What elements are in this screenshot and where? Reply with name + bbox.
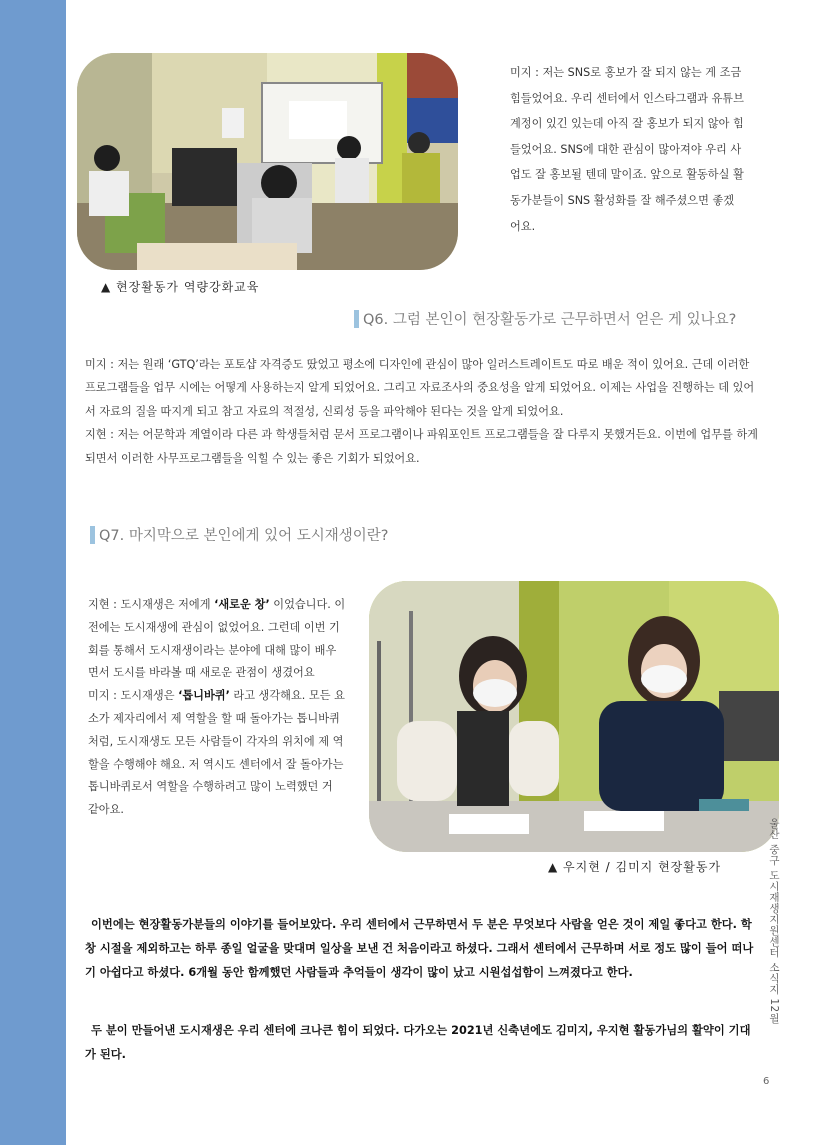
activists-photo-caption: ▲ 우지현 / 김미지 현장활동가: [548, 860, 722, 874]
q7-heading-text: Q7. 마지막으로 본인에게 있어 도시재생이란?: [99, 528, 389, 544]
newsletter-vertical-title: 울산 중구 도시재생지원센터 소식지 12월: [768, 818, 780, 1024]
page-number: 6: [763, 1076, 770, 1087]
heading-marker: [354, 310, 359, 328]
q7-miji-keyword: ‘톱니바퀴’: [178, 689, 230, 703]
q7-jihyun-post: 이었습니다. 이전에는 도시재생에 관심이 없었어요. 그런데 이번 기회를 통해서 도시재생이라는 분야에 대해 많이 배우면서 도시를 바라볼 때 새로운 관점이 생겼어요: [88, 598, 346, 680]
q7-jihyun-keyword: ‘새로운 창’: [214, 598, 270, 611]
heading-marker: [90, 526, 95, 544]
q6-heading: [354, 308, 736, 329]
q6-answer-miji: 미지 : 저는 원래 ‘GTQ’라는 포토샵 자격증도 땄었고 평소에 디자인에 관심이 많아 일러스트레이트도 따로 배운 적이 있어요. 근데 이러한 프로그램들을 업무 시에는 어떻게 사용하는지 알게 되었어요. 그리고 자료조사의 중요성을 알게 되었어요. 이제는 사업을 진행하는 데 있어서 자료의 질을 따지게 되고 참고 자료의 적절성, 신뢰성 등을 파악해야 된다는 것을 알게 되었어요.: [85, 358, 755, 418]
q6-heading-text: Q6. 그럼 본인이 현장활동가로 근무하면서 얻은 게 있나요?: [363, 312, 737, 328]
q7-answer: [88, 594, 346, 822]
q6-answer: [85, 353, 760, 470]
q7-miji-post: 라고 생각해요. 모든 요소가 제자리에서 제 역할을 할 때 돌아가는 톱니바퀴처럼, 도시재생도 모든 사람들이 각자의 위치에 제 역할을 수행해야 해요. 저 역시도 센터에서 잘 돌아가는 톱니바퀴로서 역할을 수행하려고 많이 노력했던 거 같아요.: [88, 689, 345, 817]
intro-paragraph: 미지 : 저는 SNS로 홍보가 잘 되지 않는 게 조금 힘들었어요. 우리 센터에서 인스타그램과 유튜브 계정이 있긴 있는데 아직 잘 홍보가 되지 않아 힘들었어요. SNS에 대한 관심이 많아져야 우리 사업도 잘 홍보될 텐데 말이죠. 앞으로 활동하실 활동가분들이 SNS 활성화를 잘 해주셨으면 좋겠어요.: [510, 66, 744, 233]
activists-photo: [369, 581, 779, 852]
q7-jihyun-pre: 지현 : 도시재생은 저에게: [88, 598, 215, 611]
summary-paragraph-1: 이번에는 현장활동가분들의 이야기를 들어보았다. 우리 센터에서 근무하면서 두 분은 무엇보다 사람을 얻은 것이 제일 좋다고 한다. 학창 시절을 제외하고는 하루 종일 얼굴을 맞대며 일상을 보낸 건 처음이라고 하셨다. 그래서 센터에서 근무하며 서로 정도 많이 들어 떠나기 아쉽다고 하셨다. 6개월 동안 함께했던 사람들과 추억들이 생각이 많이 났고 시원섭섭함이 느껴졌다고 한다.: [85, 918, 754, 979]
training-photo-caption: ▲ 현장활동가 역량강화교육: [101, 280, 260, 294]
q7-answer-jihyun: [88, 594, 346, 685]
sidebar-stripe: [0, 0, 66, 1145]
summary-paragraph-2: 두 분이 만들어낸 도시재생은 우리 센터에 크나큰 힘이 되었다. 다가오는 2021년 신축년에도 김미지, 우지현 활동가님의 활약이 기대가 된다.: [85, 1024, 751, 1061]
q6-answer-jihyun: 지현 : 저는 어문학과 계열이라 다른 과 학생들처럼 문서 프로그램이나 파워포인트 프로그램들을 잘 다루지 못했거든요. 이번에 업무를 하게 되면서 이러한 사무프로그램들을 익힐 수 있는 좋은 기회가 되었어요.: [85, 428, 758, 465]
q7-heading: [90, 524, 389, 545]
q7-miji-pre: 미지 : 도시재생은: [88, 689, 179, 703]
q7-answer-miji: [88, 685, 346, 822]
training-photo: [77, 53, 458, 270]
